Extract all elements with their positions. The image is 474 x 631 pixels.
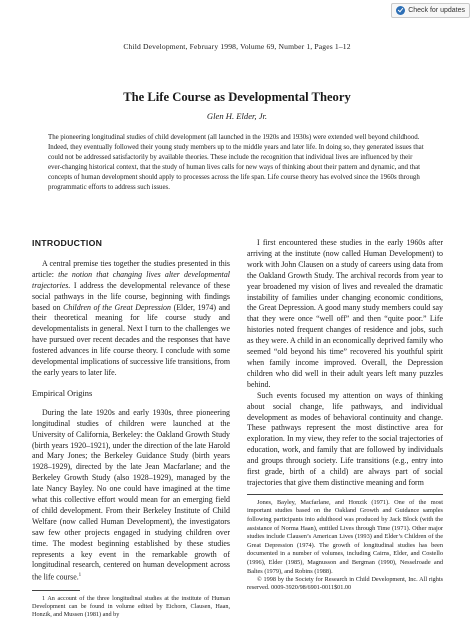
check-for-updates-label: Check for updates — [408, 7, 465, 14]
running-head: Child Development, February 1998, Volume 69, Number 1, Pages 1–12 — [123, 42, 351, 51]
intro-paragraph — [32, 259, 230, 379]
intro-book-title: Children of the Great Depression — [63, 302, 171, 312]
check-for-updates-badge[interactable] — [391, 3, 470, 18]
intro-text-middle: I address the developmental relevance of these social pathways in the life course, beginning with findings based on — [32, 280, 230, 312]
article-title: The Life Course as Developmental Theory — [123, 90, 351, 104]
footnote-text: 1 An account of the three longitudinal studies at the institute of Human Development can be found in volume edited by Eichorn, Clausen, Haan, Honzik, and Mussen (1981) and by — [32, 594, 230, 619]
copyright-notice: © 1998 by the Society for Research in Child Development, Inc. All rights reserved. 0009-3920/98/6901-0011$01.00 — [247, 576, 443, 592]
encounter-paragraph: I first encountered these studies in the early 1960s after arriving at the institute (now called Human Development) to work with John Clausen on a study of careers using data from the Oakland Growth Study. The archival records from year to year broadened my vision of lives and revealed the dramatic instability of families under changing economic conditions, the Great Depression. A good many study members could say that they were once “well off” and then “quite poor.” Life histories noted frequent changes of residence and jobs, such as they were. A child in an economically deprived family who seemed “old beyond his time” recovered his youthful spirit when family income improved. Overall, the Depression children who did well in their adult years left many puzzles behind. — [247, 238, 443, 389]
footnote-continuation: Jones, Bayley, Macfarlane, and Honzik (1971). One of the most important studies based on the Oakland Growth and Guidance samples following participants into adulthood was produced by Jack Block (with the assistance of Norma Haan), entitled Lives through Time (1971). Other major studies include Clausen’s American Lives (1993) and Elder’s Children of the Great Depression (1974). The growth of longitudinal studies has been documented in a number of volumes, including Cairns, Elder, and Costello (1996), Elder (1985), Magnusson and Bergman (1990), Nesselroade and Baltes (1979), and Robins (1988). — [247, 498, 443, 575]
footnote-marker: 1 — [78, 573, 82, 579]
section-heading-introduction: INTRODUCTION — [32, 238, 103, 248]
abstract-text: The pioneering longitudinal studies of child development (all launched in the 1920s and 1930s) were extended well beyond childhood. Indeed, they eventually followed their young study members up to the middle years and later life. In doing so, they generated issues that could not be addressed satisfactorily by available theories. These include the recognition that individual lives are influenced by their ever-changing historical context, that the study of human lives calls for new ways of thinking about their pattern and dynamic, and that concepts of human development should apply to processes across the life span. Life course theory has evolved since the 1960s through programmatic efforts to address such issues. — [48, 134, 424, 192]
notes-rule — [247, 494, 443, 495]
abstract — [48, 133, 425, 194]
footnote-rule — [32, 590, 80, 591]
origins-text: During the late 1920s and early 1930s, three pioneering longitudinal studies of children were launched at the University of California, Berkeley: the Oakland Growth Study (birth years 1920–1921), under the direction of the late Harold and Mary Jones; the Berkeley Guidance Study (birth years 1928–1929), directed by the late Jean Macfarlane; and the Berkeley Growth Study (also 1928–1929), managed by the late Nancy Bayley. No one could have imagined at the time what this collective effort would mean for an emerging field of child development. From their Berkeley Institute of Child Welfare (now called Human Development), the investigators saw few other projects engaged in studying children over time. The modest beginning established by these studies represents a key event in the remarkable growth of longitudinal research, centered on human development across the life course. — [32, 407, 230, 582]
intro-text-start: A central premise ties together the studies presented in this article: — [32, 258, 230, 279]
pathways-paragraph: Such events focused my attention on ways of thinking about social change, life pathways, and individual development as modes of behavioral continuity and change. These pathways represent the most distinctive area for exploration. In my view, they refer to the social trajectories of education, work, and family that are followed by individuals and groups through society. Life transitions (e.g., entry into first grade, birth of a child) are always part of social trajectories that give them distinctive meaning and form — [247, 390, 443, 487]
left-column — [32, 238, 230, 620]
origins-paragraph — [32, 408, 230, 584]
subheading-empirical-origins: Empirical Origins — [32, 388, 93, 398]
article-author: Glen H. Elder, Jr. — [206, 111, 268, 121]
right-column — [247, 238, 443, 593]
intro-premise-emphasis: the notion that changing lives alter developmental trajectories. — [32, 269, 230, 290]
check-badge-icon — [396, 6, 405, 15]
intro-text-end: (Elder, 1974) and their theoretical meaning for life course study and developmentalists in general. Next I turn to the challenges we have pursued over recent decades and the responses that have fostered advances in life course theory. I conclude with some developmental implications of successive life transitions, from the early years to later life. — [32, 302, 231, 377]
